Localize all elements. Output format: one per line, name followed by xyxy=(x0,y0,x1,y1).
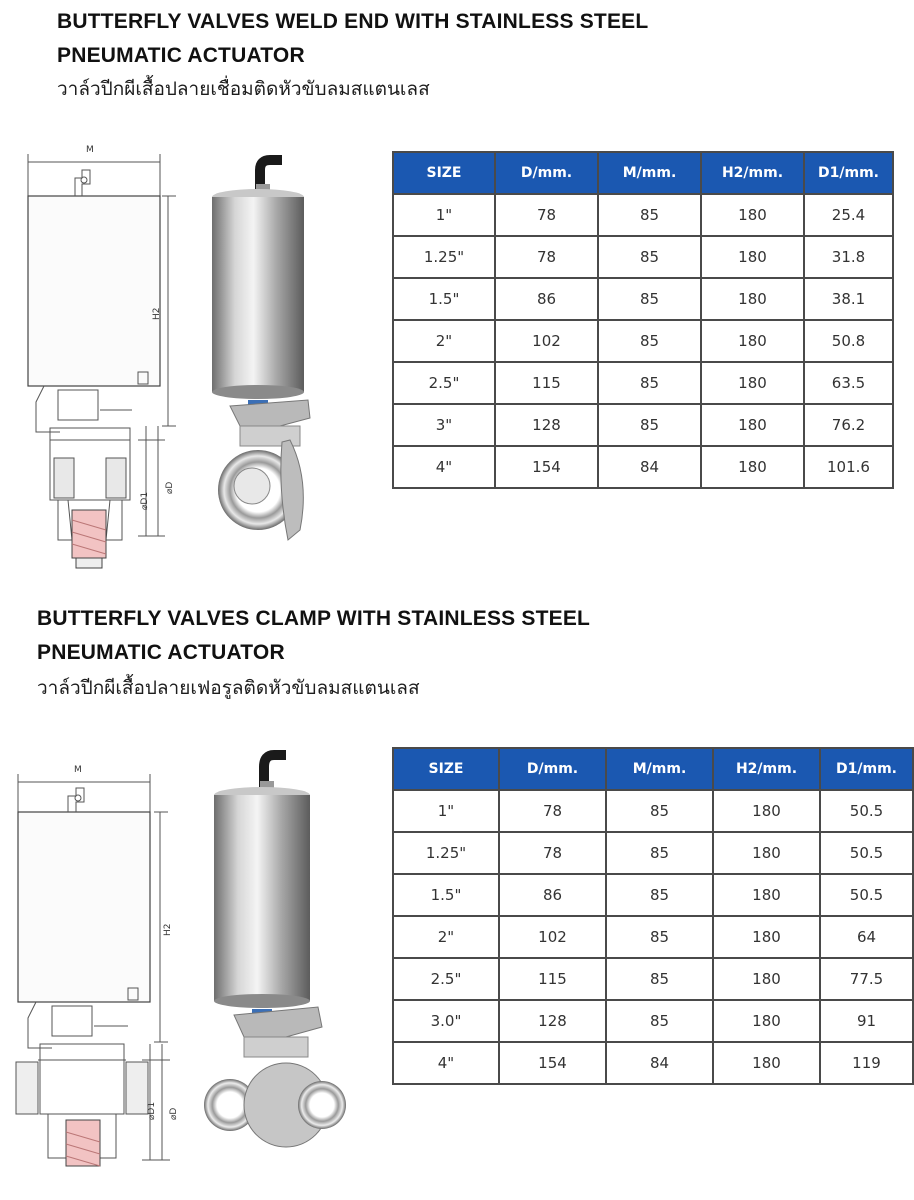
cell-m: 85 xyxy=(598,320,701,362)
cell-size: 3" xyxy=(393,404,495,446)
cell-h2: 180 xyxy=(701,320,804,362)
cell-size: 2.5" xyxy=(393,362,495,404)
technical-drawing-weld xyxy=(20,140,195,570)
cell-m: 85 xyxy=(606,1000,713,1042)
cell-m: 85 xyxy=(606,916,713,958)
header-d1: D1/mm. xyxy=(804,152,893,194)
header-d: D/mm. xyxy=(499,748,606,790)
cell-d1: 31.8 xyxy=(804,236,893,278)
label-m: M xyxy=(74,765,82,775)
section-clamp xyxy=(0,600,914,1200)
label-m: M xyxy=(86,145,94,155)
table-row xyxy=(393,404,893,446)
table-row xyxy=(393,362,893,404)
label-h2: H2 xyxy=(163,923,173,936)
cell-size: 1.5" xyxy=(393,278,495,320)
table-header-row xyxy=(393,152,893,194)
label-h2: H2 xyxy=(152,307,162,320)
header-h2: H2/mm. xyxy=(713,748,820,790)
section-title-line2: PNEUMATIC ACTUATOR xyxy=(57,44,305,67)
cell-h2: 180 xyxy=(701,362,804,404)
cell-d1: 50.5 xyxy=(820,832,913,874)
label-d1: ⌀D1 xyxy=(147,1101,157,1120)
cell-size: 1.5" xyxy=(393,874,499,916)
cell-d: 154 xyxy=(499,1042,606,1084)
cell-size: 1" xyxy=(393,194,495,236)
cell-m: 84 xyxy=(598,446,701,488)
cell-m: 85 xyxy=(598,404,701,446)
cell-m: 85 xyxy=(598,278,701,320)
header-size: SIZE xyxy=(393,152,495,194)
cell-h2: 180 xyxy=(713,874,820,916)
cell-size: 2" xyxy=(393,320,495,362)
cell-m: 85 xyxy=(598,194,701,236)
cell-size: 4" xyxy=(393,446,495,488)
cell-d1: 64 xyxy=(820,916,913,958)
cell-h2: 180 xyxy=(713,1042,820,1084)
cell-h2: 180 xyxy=(701,404,804,446)
cell-d: 78 xyxy=(495,236,598,278)
cell-m: 84 xyxy=(606,1042,713,1084)
cell-d1: 50.5 xyxy=(820,790,913,832)
cell-d: 78 xyxy=(499,832,606,874)
header-size: SIZE xyxy=(393,748,499,790)
label-d: ⌀D xyxy=(169,1107,179,1120)
table-row xyxy=(393,320,893,362)
header-d1: D1/mm. xyxy=(820,748,913,790)
cell-d1: 63.5 xyxy=(804,362,893,404)
table-row xyxy=(393,236,893,278)
cell-m: 85 xyxy=(606,832,713,874)
technical-drawing-clamp xyxy=(10,760,190,1170)
spec-table-clamp xyxy=(392,747,914,1085)
cell-size: 4" xyxy=(393,1042,499,1084)
cell-h2: 180 xyxy=(701,446,804,488)
cell-d: 102 xyxy=(499,916,606,958)
cell-size: 1" xyxy=(393,790,499,832)
cell-d: 128 xyxy=(495,404,598,446)
cell-h2: 180 xyxy=(713,790,820,832)
header-m: M/mm. xyxy=(606,748,713,790)
table-row xyxy=(393,790,913,832)
section-title-line2: PNEUMATIC ACTUATOR xyxy=(37,641,285,664)
cell-d1: 76.2 xyxy=(804,404,893,446)
cell-h2: 180 xyxy=(701,278,804,320)
header-h2: H2/mm. xyxy=(701,152,804,194)
cell-d1: 77.5 xyxy=(820,958,913,1000)
header-d: D/mm. xyxy=(495,152,598,194)
cell-size: 2" xyxy=(393,916,499,958)
cell-m: 85 xyxy=(606,958,713,1000)
cell-d: 115 xyxy=(499,958,606,1000)
product-photo-clamp xyxy=(200,745,350,1175)
cell-size: 1.25" xyxy=(393,236,495,278)
table-row xyxy=(393,278,893,320)
cell-d1: 38.1 xyxy=(804,278,893,320)
cell-d: 86 xyxy=(499,874,606,916)
cell-h2: 180 xyxy=(713,958,820,1000)
table-row xyxy=(393,1000,913,1042)
cell-d1: 50.8 xyxy=(804,320,893,362)
table-row xyxy=(393,874,913,916)
cell-d1: 101.6 xyxy=(804,446,893,488)
section-subtitle-thai: วาล์วปีกผีเสื้อปลายเฟอรูลติดหัวขับลมสแตนเลส xyxy=(37,677,420,699)
cell-d: 78 xyxy=(499,790,606,832)
label-d1: ⌀D1 xyxy=(140,491,150,510)
table-row xyxy=(393,958,913,1000)
cell-d: 154 xyxy=(495,446,598,488)
cell-d: 115 xyxy=(495,362,598,404)
cell-d1: 50.5 xyxy=(820,874,913,916)
table-row xyxy=(393,194,893,236)
cell-m: 85 xyxy=(606,874,713,916)
cell-h2: 180 xyxy=(701,236,804,278)
cell-d1: 91 xyxy=(820,1000,913,1042)
cell-d1: 119 xyxy=(820,1042,913,1084)
header-m: M/mm. xyxy=(598,152,701,194)
cell-size: 1.25" xyxy=(393,832,499,874)
section-subtitle-thai: วาล์วปีกผีเสื้อปลายเชื่อมติดหัวขับลมสแตนเลส xyxy=(57,78,430,100)
cell-h2: 180 xyxy=(713,916,820,958)
cell-m: 85 xyxy=(598,236,701,278)
cell-m: 85 xyxy=(606,790,713,832)
label-d: ⌀D xyxy=(165,481,175,494)
cell-d: 102 xyxy=(495,320,598,362)
cell-h2: 180 xyxy=(713,1000,820,1042)
table-header-row xyxy=(393,748,913,790)
table-row xyxy=(393,1042,913,1084)
table-row xyxy=(393,446,893,488)
cell-size: 2.5" xyxy=(393,958,499,1000)
table-row xyxy=(393,916,913,958)
section-title-line1: BUTTERFLY VALVES CLAMP WITH STAINLESS STEEL xyxy=(37,607,591,630)
spec-table-weld xyxy=(392,151,894,489)
cell-h2: 180 xyxy=(713,832,820,874)
cell-m: 85 xyxy=(598,362,701,404)
cell-d: 78 xyxy=(495,194,598,236)
table-row xyxy=(393,832,913,874)
cell-d: 128 xyxy=(499,1000,606,1042)
cell-d1: 25.4 xyxy=(804,194,893,236)
section-title-line1: BUTTERFLY VALVES WELD END WITH STAINLESS STEEL xyxy=(57,10,649,33)
product-photo-weld xyxy=(200,150,340,560)
cell-size: 3.0" xyxy=(393,1000,499,1042)
cell-d: 86 xyxy=(495,278,598,320)
cell-h2: 180 xyxy=(701,194,804,236)
